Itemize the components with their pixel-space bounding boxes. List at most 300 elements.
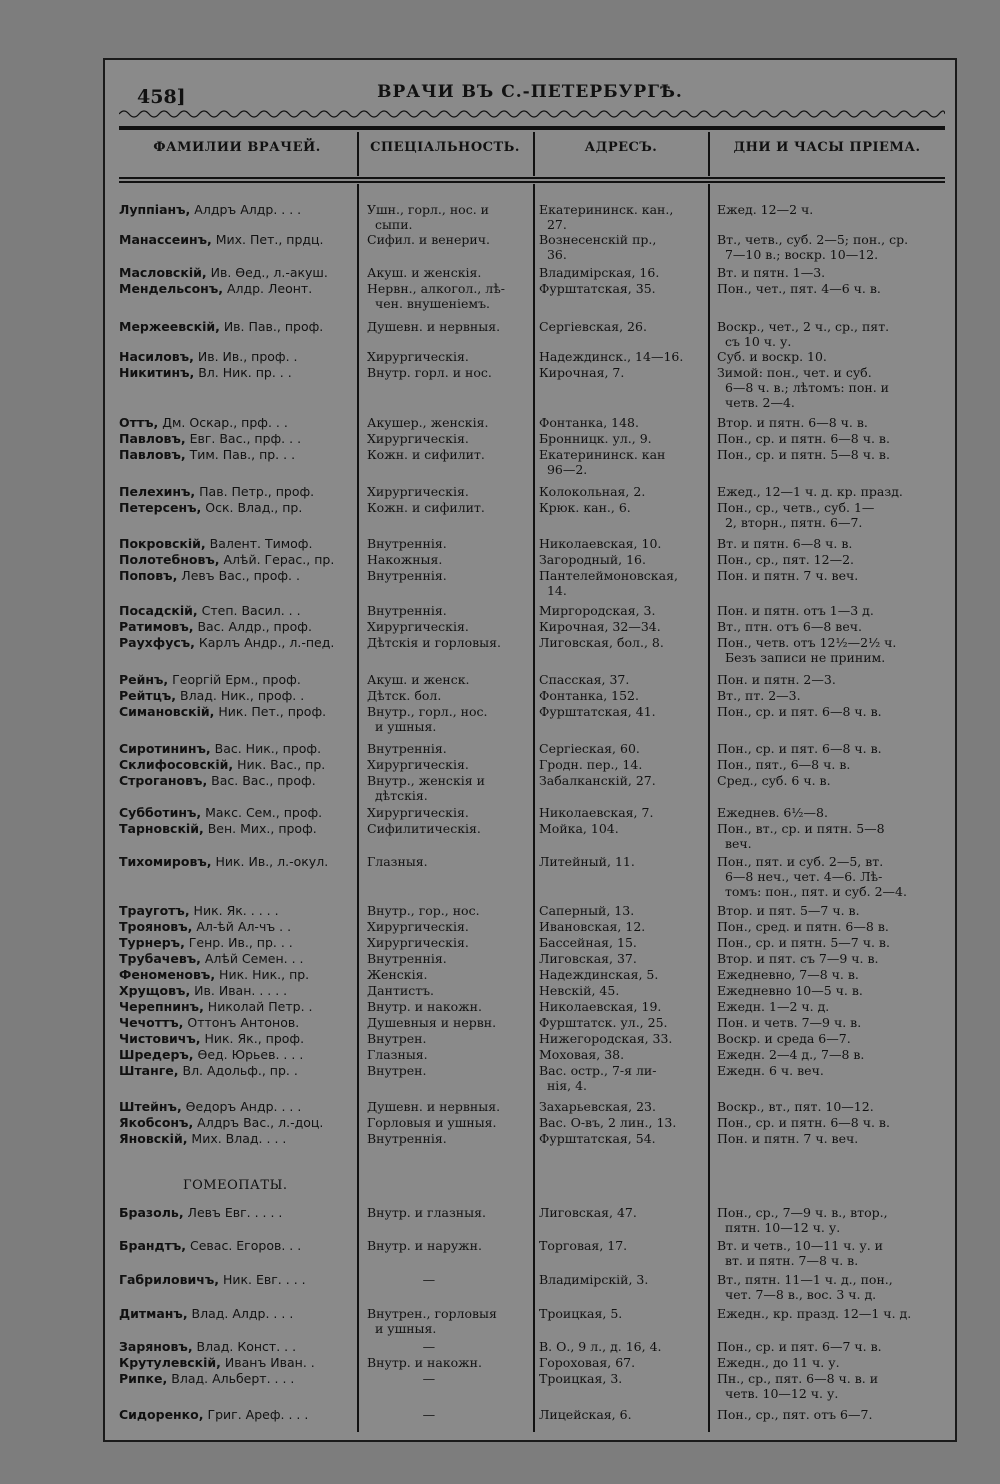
doctor-initials: Ал-ѣй Ал-чъ . . <box>192 919 292 934</box>
doctor-name <box>119 1015 355 1030</box>
specialty: Дѣтск. бол. <box>367 688 442 703</box>
doctor-name <box>119 232 355 247</box>
doctor-name <box>119 319 355 334</box>
doctor-surname: Поповъ, <box>119 568 178 583</box>
doctor-surname: Сидоренко, <box>119 1407 204 1422</box>
doctor-surname: Чечоттъ, <box>119 1015 184 1030</box>
reception-hours: Вт. и пятн. 6—8 ч. в. <box>717 536 853 551</box>
address: Вас. остр., 7-я ли- нія, 4. <box>539 1063 657 1093</box>
doctor-initials: Григ. Ареф. . . . <box>203 1407 309 1422</box>
doctor-surname: Турнеръ, <box>119 935 185 950</box>
doctor-surname: Оттъ, <box>119 415 159 430</box>
reception-hours: Пон., ср. и пятн. 5—7 ч. в. <box>717 935 890 950</box>
doctor-surname: Чистовичъ, <box>119 1031 201 1046</box>
doctor-name <box>119 568 355 583</box>
doctor-name <box>119 1131 355 1146</box>
doctor-surname: Насиловъ, <box>119 349 194 364</box>
address: Лицейская, 6. <box>539 1407 632 1422</box>
address: Спасская, 37. <box>539 672 630 687</box>
doctor-name <box>119 903 355 918</box>
doctor-initials: Влад. Конст. . . <box>192 1339 297 1354</box>
address: Нижегородская, 33. <box>539 1031 673 1046</box>
specialty: Внутр. и глазныя. <box>367 1205 486 1220</box>
reception-hours: Ежедн., кр. празд. 12—1 ч. д. <box>717 1306 912 1321</box>
reception-hours: Пон., чет., пят. 4—6 ч. в. <box>717 281 881 296</box>
doctor-surname: Яновскій, <box>119 1131 188 1146</box>
doctor-surname: Симановскій, <box>119 704 215 719</box>
doctor-initials: Тим. Пав., пр. . . <box>185 447 296 462</box>
reception-hours: Вт., птн. отъ 6—8 веч. <box>717 619 862 634</box>
reception-hours: Ежедн. 2—4 д., 7—8 в. <box>717 1047 865 1062</box>
address: Сергіеская, 60. <box>539 741 640 756</box>
address: Николаевская, 10. <box>539 536 662 551</box>
doctor-surname: Тихомировъ, <box>119 854 212 869</box>
specialty: Хирургическія. <box>367 805 469 820</box>
doctor-initials: Ник. Ив., л.-окул. <box>211 854 329 869</box>
doctor-name <box>119 635 355 650</box>
doctor-initials: Вл. Адольф., пр. . <box>178 1063 298 1078</box>
address: Невскій, 45. <box>539 983 620 998</box>
doctor-surname: Тарновскій, <box>119 821 204 836</box>
address: Лиговская, 37. <box>539 951 637 966</box>
reception-hours: Вт. и пятн. 1—3. <box>717 265 826 280</box>
reception-hours: Ежеднев. 6½—8. <box>717 805 828 820</box>
reception-hours: Пн., ср., пят. 6—8 ч. в. и четв. 10—12 ч. у. <box>717 1371 879 1401</box>
reception-hours: Вт., пятн. 11—1 ч. д., пон., чет. 7—8 в., вос. 3 ч. д. <box>717 1272 893 1302</box>
specialty: Ушн., горл., нос. и сыпи. <box>367 202 489 232</box>
doctor-name <box>119 365 355 380</box>
reception-hours: Воскр., чет., 2 ч., ср., пят. съ 10 ч. у. <box>717 319 890 349</box>
doctor-name <box>119 854 355 869</box>
doctor-surname: Масловскій, <box>119 265 207 280</box>
reception-hours: Пон. и пятн. 7 ч. веч. <box>717 568 859 583</box>
reception-hours: Пон., ср. и пятн. 5—8 ч. в. <box>717 447 890 462</box>
doctor-surname: Строгановъ, <box>119 773 208 788</box>
specialty: Акуш. и женск. <box>367 672 470 687</box>
doctor-name <box>119 741 355 756</box>
specialty: — <box>367 1407 436 1422</box>
column-header-hours: ДНИ И ЧАСЫ ПРІЕМА. <box>733 140 921 155</box>
reception-hours: Ежедневно, 7—8 ч. в. <box>717 967 859 982</box>
doctor-surname: Габриловичъ, <box>119 1272 219 1287</box>
doctor-surname: Павловъ, <box>119 431 186 446</box>
doctor-initials: Оттонъ Антонов. <box>183 1015 300 1030</box>
doctor-name <box>119 349 355 364</box>
page-number: 458] <box>137 86 186 108</box>
doctor-name <box>119 281 355 296</box>
specialty: Хирургическія. <box>367 484 469 499</box>
address: Крюк. кан., 6. <box>539 500 631 515</box>
doctor-name <box>119 552 355 567</box>
doctor-surname: Заряновъ, <box>119 1339 193 1354</box>
doctor-initials: Вас. Ник., проф. <box>210 741 322 756</box>
doctor-initials: Ив. Ив., проф. . <box>193 349 298 364</box>
doctor-surname: Склифосовскій, <box>119 757 234 772</box>
doctor-initials: Ив. Пав., проф. <box>219 319 324 334</box>
doctor-surname: Хрущовъ, <box>119 983 191 998</box>
doctor-initials: Генр. Ив., пр. . . <box>184 935 293 950</box>
doctor-name <box>119 1063 355 1078</box>
specialty: Внутр., гор., нос. <box>367 903 480 918</box>
specialty: Женскія. <box>367 967 428 982</box>
doctor-initials: Пав. Петр., проф. <box>195 484 315 499</box>
address: Колокольная, 2. <box>539 484 646 499</box>
specialty: Хирургическія. <box>367 757 469 772</box>
address: Фурштатск. ул., 25. <box>539 1015 668 1030</box>
reception-hours: Пон., пят. и суб. 2—5, вт. 6—8 неч., чет. 4—6. Лѣ- томъ: пон., пят. и суб. 2—4. <box>717 854 907 899</box>
doctor-surname: Раухфусъ, <box>119 635 195 650</box>
doctor-surname: Субботинъ, <box>119 805 202 820</box>
reception-hours: Пон., сред. и пятн. 6—8 в. <box>717 919 889 934</box>
doctor-initials: Алдр. Леонт. <box>222 281 313 296</box>
specialty: Акуш. и женскія. <box>367 265 482 280</box>
specialty: Хирургическія. <box>367 431 469 446</box>
doctor-initials: Влад. Альберт. . . . <box>167 1371 295 1386</box>
doctor-initials: Алѣй. Герас., пр. <box>219 552 335 567</box>
doctor-surname: Якобсонъ, <box>119 1115 194 1130</box>
doctor-surname: Посадскій, <box>119 603 198 618</box>
specialty: Душевн. и нервныя. <box>367 319 501 334</box>
doctor-initials: Вен. Мих., проф. <box>203 821 317 836</box>
doctor-initials: Ѳед. Юрьев. . . . <box>193 1047 304 1062</box>
doctor-name <box>119 1272 355 1287</box>
reception-hours: Сред., суб. 6 ч. в. <box>717 773 831 788</box>
address: Троицкая, 5. <box>539 1306 623 1321</box>
specialty: Внутр. и накожн. <box>367 999 482 1014</box>
doctor-name <box>119 415 355 430</box>
address: Владимірская, 16. <box>539 265 660 280</box>
doctor-name <box>119 431 355 446</box>
page-title: ВРАЧИ ВЪ С.-ПЕТЕРБУРГѢ. <box>377 82 683 102</box>
address: Ивановская, 12. <box>539 919 646 934</box>
reception-hours: Пон., ср. и пят. 6—8 ч. в. <box>717 704 882 719</box>
reception-hours: Воскр. и среда 6—7. <box>717 1031 851 1046</box>
doctor-name <box>119 1099 355 1114</box>
doctor-surname: Петерсенъ, <box>119 500 202 515</box>
reception-hours: Воскр., вт., пят. 10—12. <box>717 1099 874 1114</box>
doctor-surname: Павловъ, <box>119 447 186 462</box>
reception-hours: Пон. и пятн. отъ 1—3 д. <box>717 603 874 618</box>
doctor-initials: Мих. Пет., прдц. <box>211 232 324 247</box>
address: Кирочная, 7. <box>539 365 625 380</box>
doctor-surname: Трубачевъ, <box>119 951 201 966</box>
doctor-surname: Штейнъ, <box>119 1099 182 1114</box>
doctor-initials: Ник. Як. . . . . <box>189 903 279 918</box>
specialty: — <box>367 1272 436 1287</box>
doctor-initials: Дм. Оскар., прф. . . <box>158 415 288 430</box>
doctor-name <box>119 619 355 634</box>
address: Захарьевская, 23. <box>539 1099 656 1114</box>
doctor-surname: Рипке, <box>119 1371 168 1386</box>
doctor-name <box>119 1047 355 1062</box>
address: Фонтанка, 148. <box>539 415 639 430</box>
doctor-surname: Брандтъ, <box>119 1238 187 1253</box>
reception-hours: Вт., четв., суб. 2—5; пон., ср. 7—10 в.; воскр. 10—12. <box>717 232 909 262</box>
specialty: Хирургическія. <box>367 619 469 634</box>
doctor-name <box>119 1031 355 1046</box>
doctor-name <box>119 484 355 499</box>
doctor-name <box>119 1355 355 1370</box>
doctor-initials: Оск. Влад., пр. <box>201 500 303 515</box>
doctor-initials: Иванъ Иван. . <box>220 1355 315 1370</box>
specialty: Внутр. и накожн. <box>367 1355 482 1370</box>
doctor-initials: Алѣй Семен. . . <box>200 951 304 966</box>
doctor-surname: Полотебновъ, <box>119 552 220 567</box>
doctor-name <box>119 805 355 820</box>
doctor-name <box>119 447 355 462</box>
doctor-name <box>119 821 355 836</box>
specialty: Внутреннія. <box>367 951 447 966</box>
doctor-surname: Манассеинъ, <box>119 232 212 247</box>
doctor-name <box>119 773 355 788</box>
specialty: Глазныя. <box>367 1047 428 1062</box>
doctor-name <box>119 757 355 772</box>
reception-hours: Пон., ср. и пят. 6—7 ч. в. <box>717 1339 882 1354</box>
specialty: — <box>367 1339 436 1354</box>
book-page <box>103 58 957 1442</box>
reception-hours: Вт., пт. 2—3. <box>717 688 801 703</box>
doctor-name <box>119 672 355 687</box>
address: Надеждинская, 5. <box>539 967 659 982</box>
doctor-initials: Степ. Васил. . . <box>197 603 301 618</box>
address: Фурштатская, 41. <box>539 704 656 719</box>
specialty: Душевн. и нервныя. <box>367 1099 501 1114</box>
reception-hours: Пон., вт., ср. и пятн. 5—8 веч. <box>717 821 885 851</box>
doctor-initials: Ник. Ник., пр. <box>215 967 310 982</box>
address: Вас. О-въ, 2 лин., 13. <box>539 1115 677 1130</box>
reception-hours: Ежедн., до 11 ч. у. <box>717 1355 840 1370</box>
doctor-surname: Луппіанъ, <box>119 202 191 217</box>
reception-hours: Втор. и пятн. 6—8 ч. в. <box>717 415 868 430</box>
doctor-initials: Валент. Тимоф. <box>205 536 313 551</box>
specialty: Дѣтскія и горловыя. <box>367 635 501 650</box>
doctor-surname: Рейтцъ, <box>119 688 177 703</box>
doctor-name <box>119 688 355 703</box>
address: Миргородская, 3. <box>539 603 656 618</box>
address: Загородный, 16. <box>539 552 646 567</box>
reception-hours: Пон., ср., пят. 12—2. <box>717 552 855 567</box>
specialty: Сифилитическія. <box>367 821 481 836</box>
reception-hours: Втор. и пят. съ 7—9 ч. в. <box>717 951 879 966</box>
address: Гродн. пер., 14. <box>539 757 643 772</box>
reception-hours: Ежедн. 1—2 ч. д. <box>717 999 830 1014</box>
doctor-initials: Карлъ Андр., л.-пед. <box>194 635 335 650</box>
doctor-initials: Николай Петр. . <box>203 999 313 1014</box>
doctor-initials: Влад. Ник., проф. . <box>176 688 305 703</box>
specialty: Внутрен. <box>367 1063 427 1078</box>
doctor-initials: Алдръ Вас., л.-доц. <box>193 1115 324 1130</box>
specialty: Хирургическія. <box>367 349 469 364</box>
address: Николаевская, 19. <box>539 999 662 1014</box>
doctor-initials: Макс. Сем., проф. <box>201 805 323 820</box>
specialty: Внутр. горл. и нос. <box>367 365 492 380</box>
doctor-surname: Мендельсонъ, <box>119 281 223 296</box>
reception-hours: Ежедн. 6 ч. веч. <box>717 1063 824 1078</box>
reception-hours: Пон., пят., 6—8 ч. в. <box>717 757 851 772</box>
specialty: Внутреннія. <box>367 536 447 551</box>
address: Забалканскій, 27. <box>539 773 656 788</box>
doctor-initials: Ив. Ѳед., л.-акуш. <box>206 265 328 280</box>
reception-hours: Вт. и четв., 10—11 ч. у. и вт. и пятн. 7—8 ч. в. <box>717 1238 884 1268</box>
address: Фурштатская, 54. <box>539 1131 656 1146</box>
specialty: Хирургическія. <box>367 935 469 950</box>
specialty: Внутр., горл., нос. и ушныя. <box>367 704 488 734</box>
doctor-initials: Георгій Ерм., проф. <box>168 672 301 687</box>
specialty: Внутреннія. <box>367 1131 447 1146</box>
address: Лиговская, бол., 8. <box>539 635 664 650</box>
doctor-initials: Вас. Алдр., проф. <box>193 619 312 634</box>
address: Моховая, 38. <box>539 1047 625 1062</box>
specialty: Душевныя и нервн. <box>367 1015 497 1030</box>
doctor-name <box>119 1371 355 1386</box>
doctor-name <box>119 202 355 217</box>
doctor-name <box>119 603 355 618</box>
doctor-name <box>119 1205 355 1220</box>
doctor-name <box>119 935 355 950</box>
doctor-name <box>119 967 355 982</box>
doctor-name <box>119 951 355 966</box>
doctor-surname: Черепнинъ, <box>119 999 204 1014</box>
doctor-initials: Вл. Ник. пр. . . <box>194 365 292 380</box>
section-heading-homeopaths: ГОМЕОПАТЫ. <box>183 1178 288 1193</box>
address: Бассейная, 15. <box>539 935 637 950</box>
doctor-surname: Пелехинъ, <box>119 484 196 499</box>
specialty: Внутрен., горловыя и ушныя. <box>367 1306 497 1336</box>
address: Надеждинск., 14—16. <box>539 349 684 364</box>
reception-hours: Втор. и пят. 5—7 ч. в. <box>717 903 860 918</box>
address: Троицкая, 3. <box>539 1371 623 1386</box>
doctor-name <box>119 704 355 719</box>
column-header-address: АДРЕСЪ. <box>584 140 658 155</box>
doctor-initials: Левъ Вас., проф. . <box>177 568 300 583</box>
reception-hours: Ежедневно 10—5 ч. в. <box>717 983 863 998</box>
doctor-initials: Вас. Вас., проф. <box>207 773 316 788</box>
specialty: Сифил. и венерич. <box>367 232 490 247</box>
specialty: Акушер., женскія. <box>367 415 489 430</box>
specialty: Глазныя. <box>367 854 428 869</box>
doctor-name <box>119 983 355 998</box>
specialty: Дантистъ. <box>367 983 435 998</box>
doctor-surname: Рейнъ, <box>119 672 169 687</box>
reception-hours: Пон., ср. и пятн. 6—8 ч. в. <box>717 1115 890 1130</box>
specialty: Внутрен. <box>367 1031 427 1046</box>
doctor-initials: Влад. Алдр. . . . <box>187 1306 294 1321</box>
address: Фонтанка, 152. <box>539 688 639 703</box>
doctor-surname: Ратимовъ, <box>119 619 194 634</box>
doctor-surname: Покровскій, <box>119 536 206 551</box>
address: Торговая, 17. <box>539 1238 628 1253</box>
address: Лиговская, 47. <box>539 1205 637 1220</box>
doctor-initials: Алдръ Алдр. . . . <box>190 202 302 217</box>
doctor-name <box>119 999 355 1014</box>
doctor-initials: Ник. Вас., пр. <box>233 757 326 772</box>
specialty: Горловыя и ушныя. <box>367 1115 497 1130</box>
doctor-surname: Крутулевскій, <box>119 1355 221 1370</box>
doctor-surname: Мержеевскій, <box>119 319 220 334</box>
doctor-surname: Никитинъ, <box>119 365 195 380</box>
doctor-initials: Севас. Егоров. . . <box>186 1238 302 1253</box>
address: Гороховая, 67. <box>539 1355 636 1370</box>
doctor-name <box>119 1238 355 1253</box>
address: Мойка, 104. <box>539 821 619 836</box>
specialty: Внутреннія. <box>367 568 447 583</box>
specialty: Хирургическія. <box>367 919 469 934</box>
address: Фурштатская, 35. <box>539 281 656 296</box>
reception-hours: Пон., ср., пят. отъ 6—7. <box>717 1407 873 1422</box>
reception-hours: Пон., четв. отъ 12½—2½ ч. Безъ записи не приним. <box>717 635 897 665</box>
address: Бронницк. ул., 9. <box>539 431 652 446</box>
specialty: — <box>367 1371 436 1386</box>
specialty: Накожныя. <box>367 552 443 567</box>
reception-hours: Пон., ср. и пят. 6—8 ч. в. <box>717 741 882 756</box>
doctor-name <box>119 536 355 551</box>
address: В. О., 9 л., д. 16, 4. <box>539 1339 662 1354</box>
address: Пантелеймоновская, 14. <box>539 568 678 598</box>
reception-hours: Пон. и пятн. 7 ч. веч. <box>717 1131 859 1146</box>
address: Владимірскій, 3. <box>539 1272 649 1287</box>
doctor-name <box>119 919 355 934</box>
column-header-specialty: СПЕЦІАЛЬНОСТЬ. <box>370 140 520 155</box>
column-header-names: ФАМИЛИИ ВРАЧЕЙ. <box>153 140 321 155</box>
doctor-name <box>119 265 355 280</box>
doctor-initials: Ник. Евг. . . . <box>218 1272 306 1287</box>
doctors-table <box>105 60 955 1440</box>
reception-hours: Суб. и воскр. 10. <box>717 349 827 364</box>
doctor-initials: Ѳедоръ Андр. . . . <box>181 1099 302 1114</box>
address: Екатерининск. кан 96—2. <box>539 447 666 477</box>
reception-hours: Ежед., 12—1 ч. д. кр. празд. <box>717 484 903 499</box>
specialty: Внутр., женскія и дѣтскія. <box>367 773 485 803</box>
address: Екатерининск. кан., 27. <box>539 202 674 232</box>
doctor-name <box>119 500 355 515</box>
specialty: Кожн. и сифилит. <box>367 447 485 462</box>
reception-hours: Зимой: пон., чет. и суб. 6—8 ч. в.; лѣтомъ: пон. и четв. 2—4. <box>717 365 889 410</box>
address: Саперный, 13. <box>539 903 635 918</box>
doctor-surname: Трояновъ, <box>119 919 193 934</box>
reception-hours: Пон. и пятн. 2—3. <box>717 672 836 687</box>
doctor-surname: Шредеръ, <box>119 1047 194 1062</box>
doctor-initials: Мих. Влад. . . . <box>187 1131 287 1146</box>
doctor-initials: Левъ Евг. . . . . <box>183 1205 283 1220</box>
doctor-surname: Сиротининъ, <box>119 741 211 756</box>
doctor-name <box>119 1339 355 1354</box>
doctor-name <box>119 1306 355 1321</box>
doctor-initials: Ив. Иван. . . . . <box>190 983 288 998</box>
reception-hours: Пон., ср., 7—9 ч. в., втор., пятн. 10—12 ч. у. <box>717 1205 888 1235</box>
reception-hours: Ежед. 12—2 ч. <box>717 202 814 217</box>
doctor-surname: Дитманъ, <box>119 1306 188 1321</box>
specialty: Внутреннія. <box>367 603 447 618</box>
address: Кирочная, 32—34. <box>539 619 661 634</box>
specialty: Кожн. и сифилит. <box>367 500 485 515</box>
reception-hours: Пон., ср., четв., суб. 1— 2, вторн., пятн. 6—7. <box>717 500 875 530</box>
reception-hours: Пон. и четв. 7—9 ч. в. <box>717 1015 862 1030</box>
address: Сергіевская, 26. <box>539 319 647 334</box>
doctor-surname: Феноменовъ, <box>119 967 216 982</box>
doctor-surname: Трауготъ, <box>119 903 190 918</box>
specialty: Нервн., алкогол., лѣ- чен. внушеніемъ. <box>367 281 505 311</box>
address: Литейный, 11. <box>539 854 635 869</box>
doctor-surname: Бразоль, <box>119 1205 184 1220</box>
doctor-initials: Ник. Пет., проф. <box>214 704 327 719</box>
specialty: Внутр. и наружн. <box>367 1238 482 1253</box>
doctor-name <box>119 1407 355 1422</box>
doctor-name <box>119 1115 355 1130</box>
doctor-surname: Штанге, <box>119 1063 179 1078</box>
address: Вознесенскій пр., 36. <box>539 232 657 262</box>
doctor-initials: Евг. Вас., прф. . . <box>185 431 302 446</box>
specialty: Внутреннія. <box>367 741 447 756</box>
